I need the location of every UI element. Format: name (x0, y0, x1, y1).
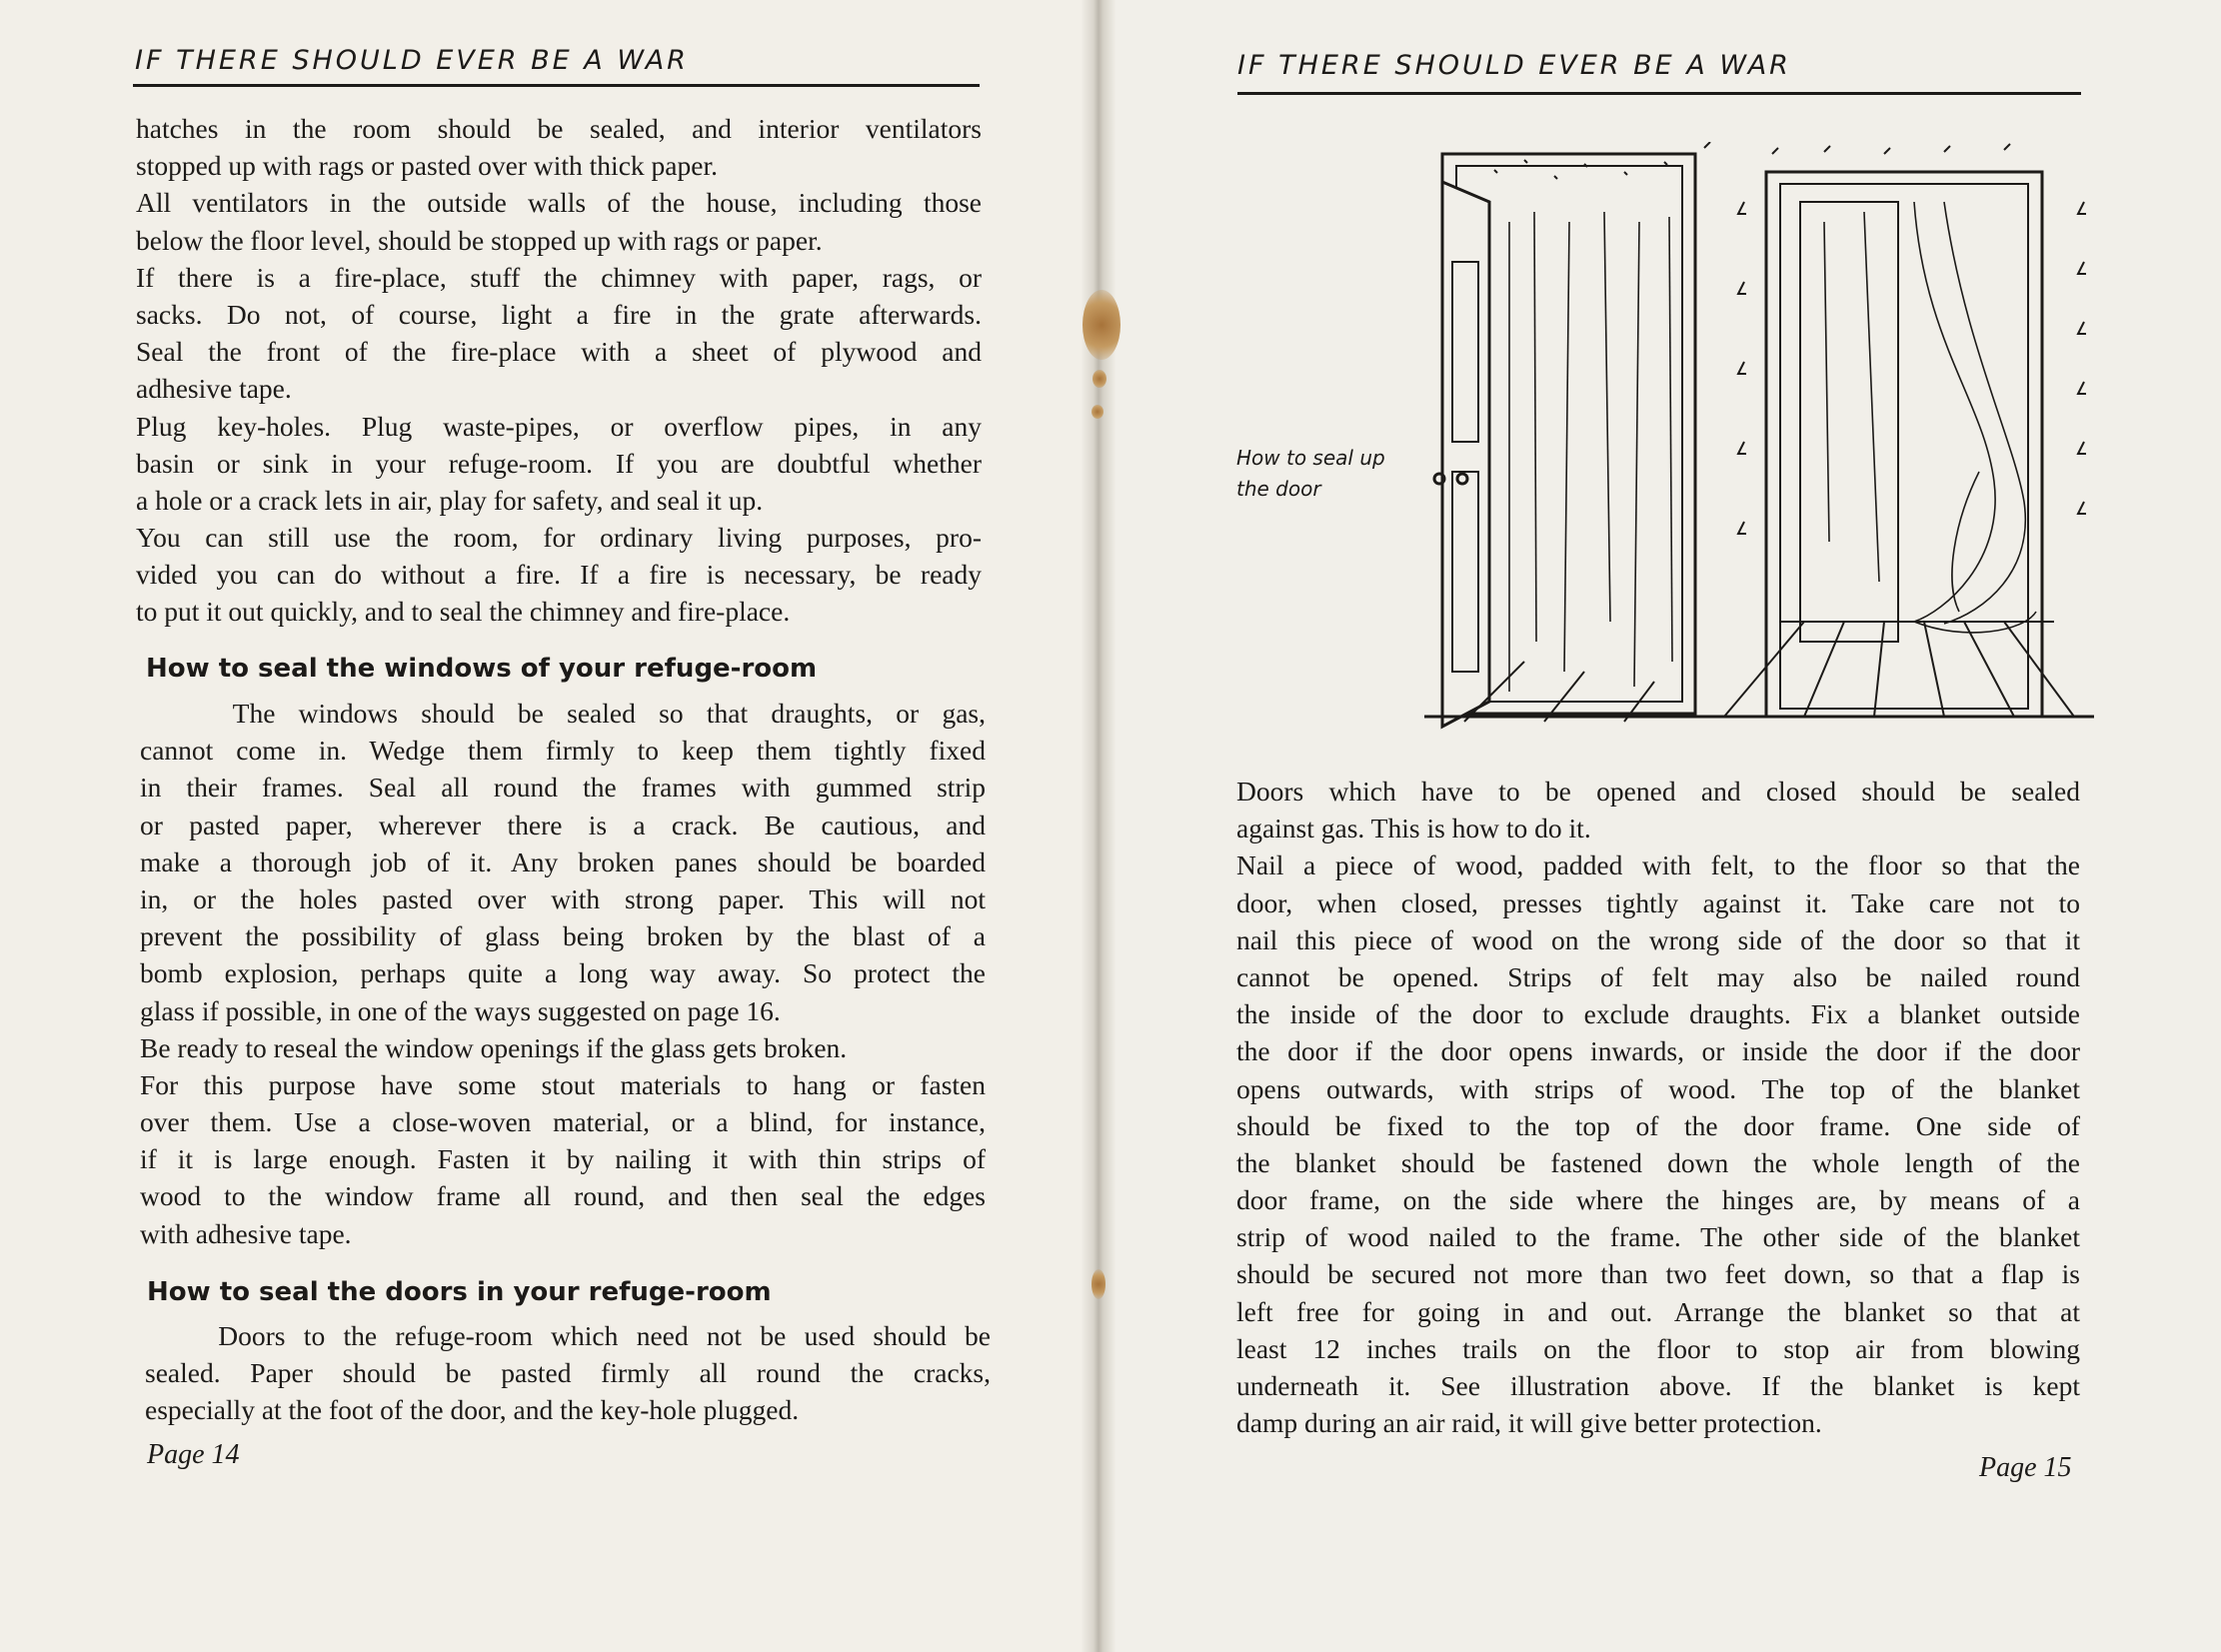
text-line: the inside of the door to exclude draughts. Fix a blanket outside (1236, 998, 2080, 1030)
page-label: Page (1979, 1452, 2037, 1483)
heading-seal-windows: How to seal the windows of your refuge-room (146, 654, 818, 684)
left-body-text-1 (136, 110, 982, 631)
text-line: For this purpose have some stout materials to hang or fasten (140, 1068, 986, 1100)
book-gutter (1082, 0, 1115, 1652)
text-line: the door if the door opens inwards, or inside the door if the door (1236, 1035, 2080, 1067)
text-line: Seal the front of the fire-place with a sheet of plywood and (136, 336, 982, 368)
page-number: 15 (2043, 1452, 2072, 1483)
text-line: in their frames. Seal all round the frames with gummed strip (140, 772, 986, 804)
text-line: against gas. This is how to do it. (1236, 813, 1591, 844)
text-line: adhesive tape. (136, 373, 292, 405)
text-line: If there is a fire-place, stuff the chimney with paper, rags, or (136, 261, 982, 293)
text-line: make a thorough job of it. Any broken panes should be boarded (140, 845, 986, 877)
page-number-right (1979, 1452, 2072, 1484)
text-line: nail this piece of wood on the wrong side of the door so that it (1236, 923, 2080, 955)
left-running-header: IF THERE SHOULD EVER BE A WAR (135, 45, 689, 76)
text-line: glass if possible, in one of the ways suggested on page 16. (140, 994, 781, 1026)
text-line: left free for going in and out. Arrange the blanket so that at (1236, 1295, 2080, 1327)
text-line: Be ready to reseal the window openings if the glass gets broken. (140, 1031, 848, 1063)
paper-stain (1083, 290, 1120, 360)
right-header-rule (1237, 92, 2081, 95)
text-line: sealed. Paper should be pasted firmly all round the cracks, (145, 1357, 991, 1389)
text-line: least 12 inches trails on the floor to stop air from blowing (1236, 1332, 2080, 1364)
text-line: The windows should be sealed so that draughts, or gas, (140, 698, 986, 729)
text-line: Nail a piece of wood, padded with felt, to the floor so that the (1236, 849, 2080, 881)
text-line: All ventilators in the outside walls of the house, including those (136, 187, 982, 219)
figure-caption (1236, 443, 1426, 505)
text-line: if it is large enough. Fasten it by nailing it with thin strips of (140, 1143, 986, 1175)
text-line: over them. Use a close-woven material, or a blind, for instance, (140, 1106, 986, 1138)
text-line: with adhesive tape. (140, 1217, 352, 1249)
text-line: basin or sink in your refuge-room. If you are doubtful whether (136, 447, 982, 479)
caption-line-2: the door (1236, 477, 1321, 501)
right-body-text (1236, 773, 2080, 1441)
left-body-text-3 (145, 1317, 991, 1429)
heading-seal-doors: How to seal the doors in your refuge-room (147, 1277, 772, 1307)
text-line: strip of wood nailed to the frame. The other side of the blanket (1236, 1221, 2080, 1253)
text-line: Doors which have to be opened and closed should be sealed (1236, 776, 2080, 807)
text-line: vided you can do without a fire. If a fire is necessary, be ready (136, 559, 982, 591)
caption-line-1: How to seal up (1236, 446, 1385, 470)
text-line: should be fixed to the top of the door frame. One side of (1236, 1109, 2080, 1141)
text-line: Plug key-holes. Plug waste-pipes, or overflow pipes, in any (136, 410, 982, 442)
text-line: especially at the foot of the door, and the key-hole plugged. (145, 1394, 800, 1426)
right-running-header: IF THERE SHOULD EVER BE A WAR (1237, 50, 1791, 81)
paper-stain (1093, 370, 1107, 388)
text-line: damp during an air raid, it will give better protection. (1236, 1407, 1822, 1439)
text-line: cannot come in. Wedge them firmly to keep them tightly fixed (140, 735, 986, 767)
door-handle (1434, 474, 1444, 484)
text-line: cannot be opened. Strips of felt may also be nailed round (1236, 960, 2080, 992)
paper-stain (1092, 1269, 1106, 1299)
text-line: sacks. Do not, of course, light a fire in the grate afterwards. (136, 298, 982, 330)
text-line: Doors to the refuge-room which need not be used should be (145, 1320, 991, 1351)
text-line: prevent the possibility of glass being broken by the blast of a (140, 920, 986, 952)
text-line: door frame, on the side where the hinges are, by means of a (1236, 1184, 2080, 1216)
text-line: hatches in the room should be sealed, and interior ventilators (136, 113, 982, 144)
door-frame-right (1766, 172, 2042, 717)
text-line: opens outwards, with strips of wood. The top of the blanket (1236, 1072, 2080, 1104)
text-line: the blanket should be fastened down the whole length of the (1236, 1146, 2080, 1178)
text-line: stopped up with rags or pasted over with thick paper. (136, 150, 718, 182)
text-line: bomb explosion, perhaps quite a long way away. So protect the (140, 957, 986, 989)
text-line: in, or the holes pasted over with strong paper. This will not (140, 882, 986, 914)
text-line: You can still use the room, for ordinary living purposes, pro- (136, 522, 982, 554)
door-sealing-illustration (1224, 142, 2094, 732)
text-line: or pasted paper, wherever there is a crack. Be cautious, and (140, 809, 986, 840)
page-number-left (147, 1439, 240, 1471)
text-line: a hole or a crack lets in air, play for safety, and seal it up. (136, 484, 764, 516)
text-line: below the floor level, should be stopped up with rags or paper. (136, 224, 823, 256)
paper-stain (1092, 405, 1104, 419)
text-line: should be secured not more than two feet down, so that a flap is (1236, 1258, 2080, 1290)
page-number: 14 (211, 1439, 240, 1470)
left-header-rule (133, 84, 980, 87)
open-door (1442, 182, 1489, 727)
text-line: underneath it. See illustration above. If the blanket is kept (1236, 1370, 2080, 1401)
page-label: Page (147, 1439, 205, 1470)
text-line: to put it out quickly, and to seal the chimney and fire-place. (136, 596, 791, 628)
text-line: wood to the window frame all round, and then seal the edges (140, 1180, 986, 1212)
left-body-text-2 (140, 695, 986, 1252)
text-line: door, when closed, presses tightly against it. Take care not to (1236, 886, 2080, 918)
